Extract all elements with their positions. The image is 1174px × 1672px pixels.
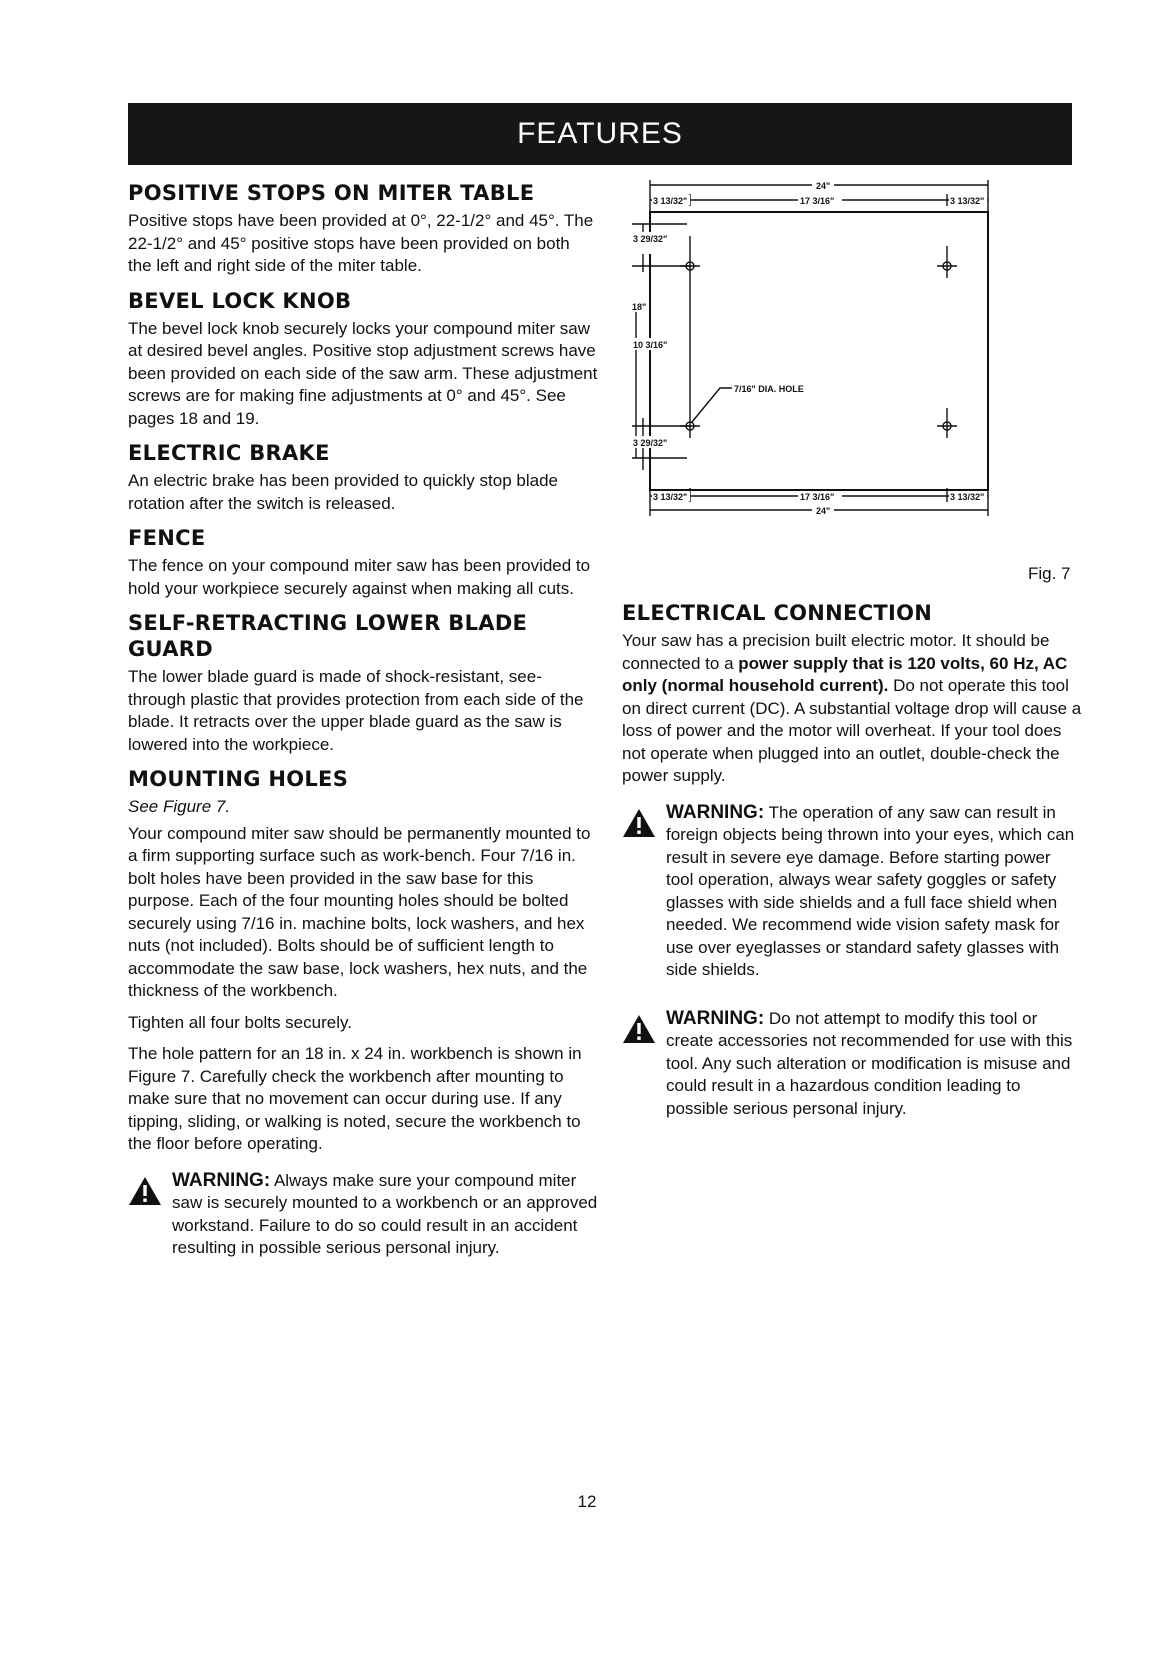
dim-left-offset-bottom: 3 13/32"	[653, 492, 688, 502]
warning-triangle-icon	[622, 1014, 656, 1044]
heading-blade-guard-line1: SELF-RETRACTING LOWER BLADE	[128, 611, 528, 635]
dim-inner-height: 10 3/16"	[633, 340, 668, 350]
see-figure-reference: See Figure 7.	[128, 797, 231, 816]
section-positive-stops	[128, 180, 598, 278]
features-banner: FEATURES	[128, 103, 1072, 165]
warning-triangle-icon	[128, 1176, 162, 1206]
text-electrical	[622, 630, 1082, 788]
warning-text: The operation of any saw can result in foreign objects being thrown into your eyes, which can result in severe eye damage. Before starting power tool operation, always wear safety goggles or safety glasses with side shields and a full face shield when needed. We recommend wide vision safety mask for use over eyeglasses or standard safety glasses with side shields.	[666, 802, 1075, 979]
heading-blade-guard	[128, 610, 598, 662]
dim-overall-height: 18"	[632, 302, 647, 312]
figure-7-hole-pattern	[632, 180, 1082, 575]
dim-top-offset: 3 29/32"	[633, 234, 668, 244]
warning-triangle-icon	[622, 808, 656, 838]
warning-mounting	[128, 1170, 598, 1260]
warning-text: Do not attempt to modify this tool or create accessories not recommended for use with this tool. Any such alteration or modification is misuse and could result in a hazardous condition leading to possible serious personal injury.	[666, 1008, 1073, 1118]
text-blade-guard: The lower blade guard is made of shock-resistant, see-through plastic that provides protection from each side of the blade. It retracts over the upper blade guard as the saw is lowered into the workpiece.	[128, 667, 584, 754]
section-electrical	[622, 600, 1082, 788]
text-electrical-bold: power supply that is 120 volts, 60 Hz, AC only (normal household current).	[622, 653, 1068, 695]
text-bevel-lock: The bevel lock knob securely locks your compound miter saw at desired bevel angles. Positive stop adjustment screws have been provided on each side of the saw arm. These adjustment screws are for making fine adjustments at 0° and 45°. See pages 18 and 19.	[128, 318, 598, 428]
text-fence: The fence on your compound miter saw has been provided to hold your workpiece securely against when making all cuts.	[128, 556, 591, 598]
dim-inner-width-top: 17 3/16"	[800, 196, 835, 206]
workbench-outline	[650, 212, 988, 490]
right-column	[622, 600, 1082, 1120]
dim-hole-diameter: 7/16" DIA. HOLE	[734, 384, 804, 394]
dim-right-offset-top: 3 13/32"	[950, 196, 985, 206]
text-mounting-3: The hole pattern for an 18 in. x 24 in. workbench is shown in Figure 7. Carefully check the workbench after mounting to make sure that no movement can occur during use. If any tipping, sliding, or walking is noted, secure the workbench to the floor before operating.	[128, 1044, 582, 1153]
text-mounting-2: Tighten all four bolts securely.	[128, 1012, 352, 1032]
dim-overall-width-top: 24"	[816, 181, 831, 191]
warning-text: Always make sure your compound miter saw is securely mounted to a workbench or an approved workstand. Failure to do so could result in an accident resulting in possible serious personal injury.	[172, 1170, 598, 1257]
dim-overall-width-bottom: 24"	[816, 506, 831, 516]
page-number: 12	[577, 1492, 597, 1511]
dim-left-offset-top: 3 13/32"	[653, 196, 688, 206]
text-mounting-1: Your compound miter saw should be permanently mounted to a firm supporting surface such as work-bench. Four 7/16 in. bolt holes have been provided in the saw base for this purpose. Each of the four mounting holes should be bolted securely using 7/16 in. machine bolts, lock washers, and hex nuts (not included). Bolts should be of sufficient length to accommodate the saw base, lock washers, hex nuts, and the thickness of the workbench.	[128, 823, 591, 1000]
warning-eye-protection	[622, 802, 1082, 982]
left-column	[128, 180, 598, 1260]
text-electrical-part1: Your saw has a precision built electric motor. It should be connected to a	[622, 631, 1050, 673]
text-positive-stops: Positive stops have been provided at 0°, 22-1/2° and 45°. The 22-1/2° and 45° positive stops have been provided on both the left and right side of the miter table.	[128, 211, 594, 275]
section-bevel-lock	[128, 288, 598, 431]
section-electric-brake	[128, 440, 598, 515]
heading-electric-brake: ELECTRIC BRAKE	[128, 441, 330, 465]
dim-right-offset-bottom: 3 13/32"	[950, 492, 985, 502]
heading-fence: FENCE	[128, 526, 206, 550]
warning-label: WARNING:	[666, 1007, 765, 1029]
warning-label: WARNING:	[666, 801, 765, 823]
dim-bottom-offset: 3 29/32"	[633, 438, 668, 448]
section-mounting-holes	[128, 766, 598, 1156]
text-electrical-part2: Do not operate this tool on direct current (DC). A substantial voltage drop will cause a loss of power and the motor will overheat. If your tool does not operate when plugged into an outlet, double-check the power supply.	[622, 676, 1082, 785]
heading-positive-stops: POSITIVE STOPS ON MITER TABLE	[128, 181, 535, 205]
warning-modification	[622, 1008, 1082, 1121]
heading-bevel-lock: BEVEL LOCK KNOB	[128, 288, 352, 313]
heading-blade-guard-line2: GUARD	[128, 637, 213, 661]
section-fence	[128, 525, 598, 600]
heading-electrical: ELECTRICAL CONNECTION	[622, 601, 933, 625]
text-electric-brake: An electric brake has been provided to quickly stop blade rotation after the switch is released.	[128, 471, 558, 513]
dim-inner-width-bottom: 17 3/16"	[800, 492, 835, 502]
heading-mounting-holes: MOUNTING HOLES	[128, 767, 349, 791]
section-blade-guard	[128, 610, 598, 756]
warning-label: WARNING:	[172, 1169, 271, 1191]
figure-caption: Fig. 7	[1028, 564, 1071, 583]
